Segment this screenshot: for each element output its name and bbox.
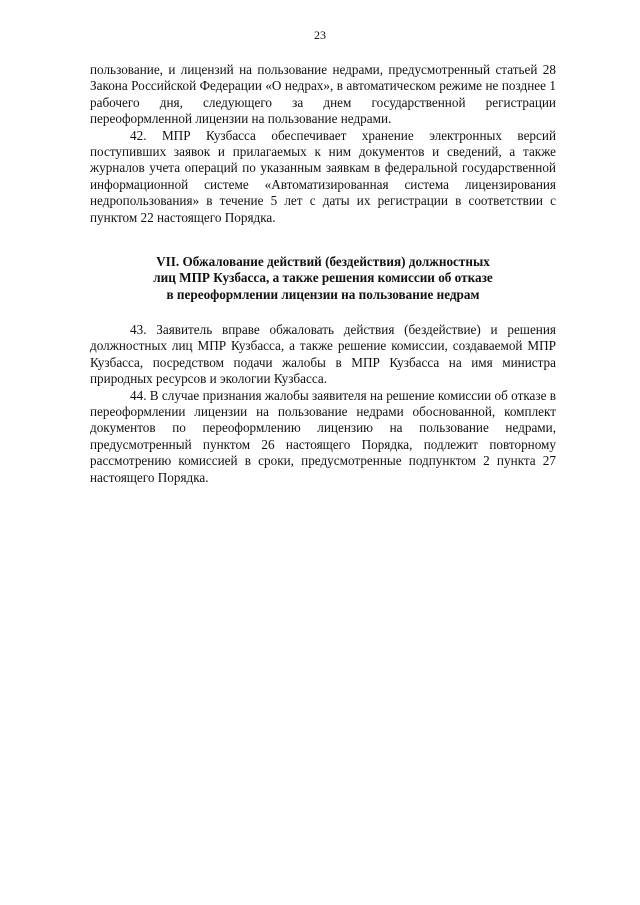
text-block-bottom (90, 322, 556, 486)
section-heading-line-2: лиц МПР Кузбасса, а также решения комиссии об отказе (153, 270, 493, 286)
intro-paragraph: пользование, и лицензий на пользование недрами, предусмотренный статьей 28 Закона Российской Федерации «О недрах», в автоматическом режиме не позднее 1 рабочего дня, следующего за днем государственной регистрации переоформленной лицензии на пользование недрами. (90, 62, 556, 127)
paragraph-43: 43. Заявитель вправе обжаловать действия (бездействие) и решения должностных лиц МПР Кузбасса, а также решение комиссии, создаваемой МПР Кузбасса, посредством подачи жалобы в МПР Кузбасса на имя министра природных ресурсов и экологии Кузбасса. (90, 322, 556, 387)
paragraph-44: 44. В случае признания жалобы заявителя на решение комиссии об отказе в переоформлении лицензии на пользование недрами обоснованной, комплект документов по переоформлению лицензию на пользование недрами, предусмотренный пунктом 26 настоящего Порядка, подлежит повторному рассмотрению комиссией в сроки, предусмотренные подпунктом 2 пункта 27 настоящего Порядка. (90, 387, 556, 485)
paragraph-42: 42. МПР Кузбасса обеспечивает хранение электронных версий поступивших заявок и прилагаемых к ним документов и сведений, а также журналов учета операций по указанным заявкам в федеральной государственной информационной системе «Автоматизированная система лицензирования недропользования» в течение 5 лет с даты их регистрации в соответствии с пунктом 22 настоящего Порядка. (90, 127, 556, 225)
page-number: 23 (314, 28, 326, 42)
section-heading (90, 254, 556, 303)
section-heading-line-1: VII. Обжалование действий (бездействия) должностных (156, 254, 490, 269)
text-block-top (90, 62, 556, 226)
section-heading-line-3: в переоформлении лицензии на пользование недрам (166, 286, 480, 302)
